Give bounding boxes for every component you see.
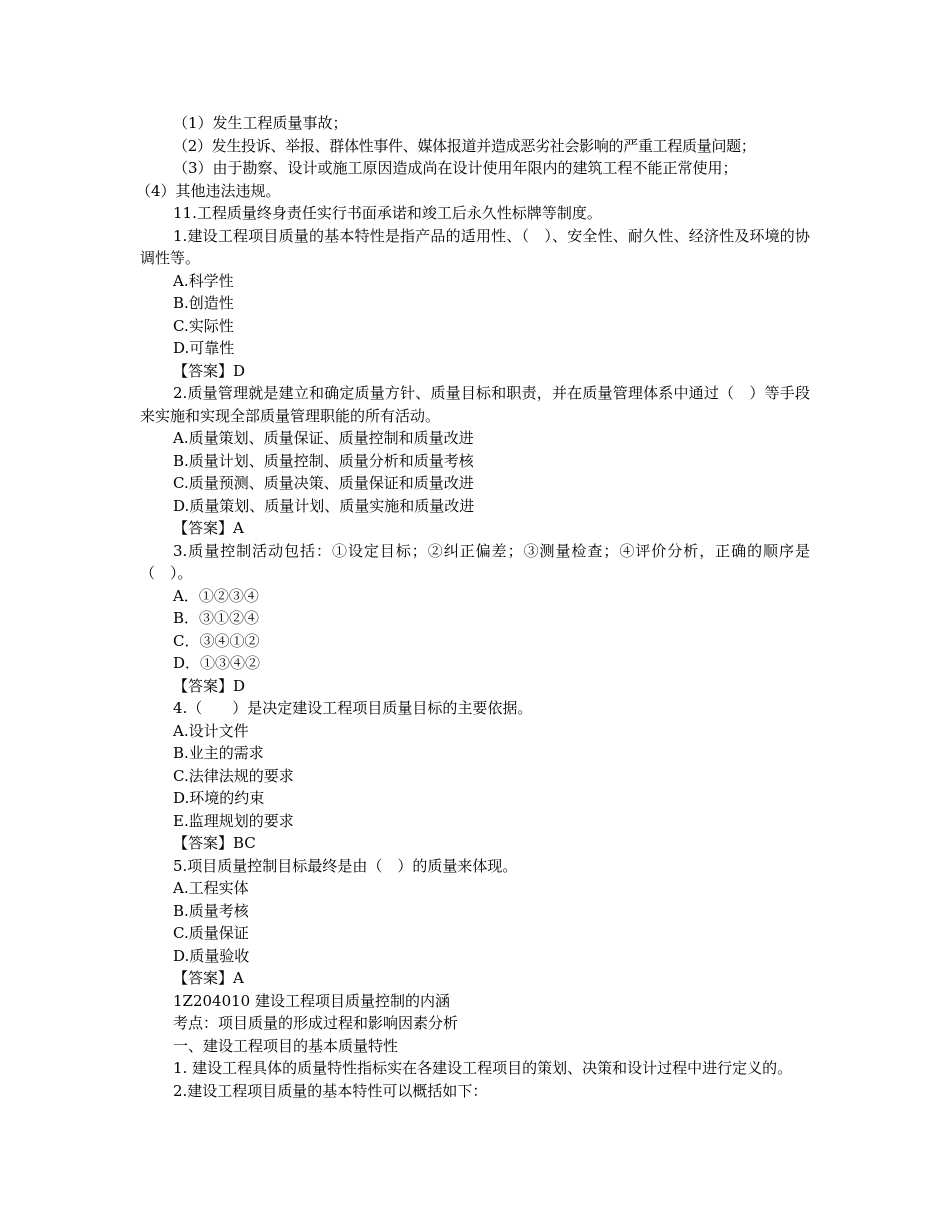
question-1-option-c: C.实际性 — [173, 316, 234, 335]
question-5-stem: 5.项目质量控制目标最终是由（ ）的质量来体现。 — [173, 856, 518, 875]
question-4-option-b: B.业主的需求 — [173, 744, 264, 762]
section-paragraph-1: 1. 建设工程具体的质量特性指标实在各建设工程项目的策划、决策和设计过程中进行定义的。 — [173, 1059, 793, 1077]
section-paragraph-2: 2.建设工程项目质量的基本特性可以概括如下： — [173, 1081, 488, 1100]
intro-item-1: （1）发生工程质量事故； — [173, 114, 348, 132]
question-2-option-b: B.质量计划、质量控制、质量分析和质量考核 — [173, 451, 474, 470]
question-1-stem: 1.建设工程项目质量的基本特性是指产品的适用性、（ ）、安全性、耐久性、经济性及环境的协调性等。 — [140, 226, 810, 267]
question-1-option-b: B.创造性 — [173, 294, 234, 312]
question-5-option-d: D.质量验收 — [173, 946, 250, 965]
question-1-option-a: A.科学性 — [173, 271, 234, 290]
question-3-answer: 【答案】D — [173, 676, 246, 695]
question-4-option-a: A.设计文件 — [173, 721, 249, 740]
question-4-option-d: D.环境的约束 — [173, 789, 265, 807]
item-11: 11.工程质量终身责任实行书面承诺和竣工后永久性标牌等制度。 — [173, 204, 602, 222]
section-code-title: 1Z204010 建设工程项目质量控制的内涵 — [173, 991, 450, 1010]
question-3-option-c: C．③④①② — [173, 631, 260, 650]
document-body — [136, 112, 810, 1102]
question-5-option-b: B.质量考核 — [173, 901, 249, 920]
question-5-answer: 【答案】A — [173, 969, 244, 987]
question-1-answer: 【答案】D — [173, 361, 246, 380]
question-2-answer: 【答案】A — [173, 519, 244, 537]
section-kaodian: 考点：项目质量的形成过程和影响因素分析 — [173, 1014, 459, 1032]
question-2-option-c: C.质量预测、质量决策、质量保证和质量改进 — [173, 474, 474, 492]
question-4-stem: 4.（ ）是决定建设工程项目质量目标的主要依据。 — [173, 699, 533, 717]
intro-item-2: （2）发生投诉、举报、群体性事件、媒体报道并造成恶劣社会影响的严重工程质量问题； — [173, 136, 756, 155]
question-2-option-d: D.质量策划、质量计划、质量实施和质量改进 — [173, 496, 475, 515]
question-5-option-a: A.工程实体 — [173, 879, 249, 897]
question-3-option-b: B．③①②④ — [173, 609, 260, 627]
question-1-option-d: D.可靠性 — [173, 339, 235, 357]
question-4-answer: 【答案】BC — [173, 834, 256, 852]
question-2-option-a: A.质量策划、质量保证、质量控制和质量改进 — [173, 429, 474, 447]
question-4-option-c: C.法律法规的要求 — [173, 766, 294, 785]
section-heading: 一、建设工程项目的基本质量特性 — [173, 1036, 399, 1055]
question-3-stem: 3.质量控制活动包括：①设定目标；②纠正偏差；③测量检查；④评价分析，正确的顺序是（ ）。 — [140, 541, 810, 582]
intro-item-3: （3）由于勘察、设计或施工原因造成尚在设计使用年限内的建筑工程不能正常使用； — [173, 159, 738, 177]
question-3-option-d: D．①③④② — [173, 654, 261, 672]
question-2-stem: 2.质量管理就是建立和确定质量方针、质量目标和职责，并在质量管理体系中通过（ ）等手段来实施和实现全部质量管理职能的所有活动。 — [140, 384, 810, 425]
question-5-option-c: C.质量保证 — [173, 924, 249, 942]
intro-item-4: （4）其他违法违规。 — [136, 181, 281, 200]
question-4-option-e: E.监理规划的要求 — [173, 811, 294, 830]
question-3-option-a: A．①②③④ — [173, 586, 259, 605]
